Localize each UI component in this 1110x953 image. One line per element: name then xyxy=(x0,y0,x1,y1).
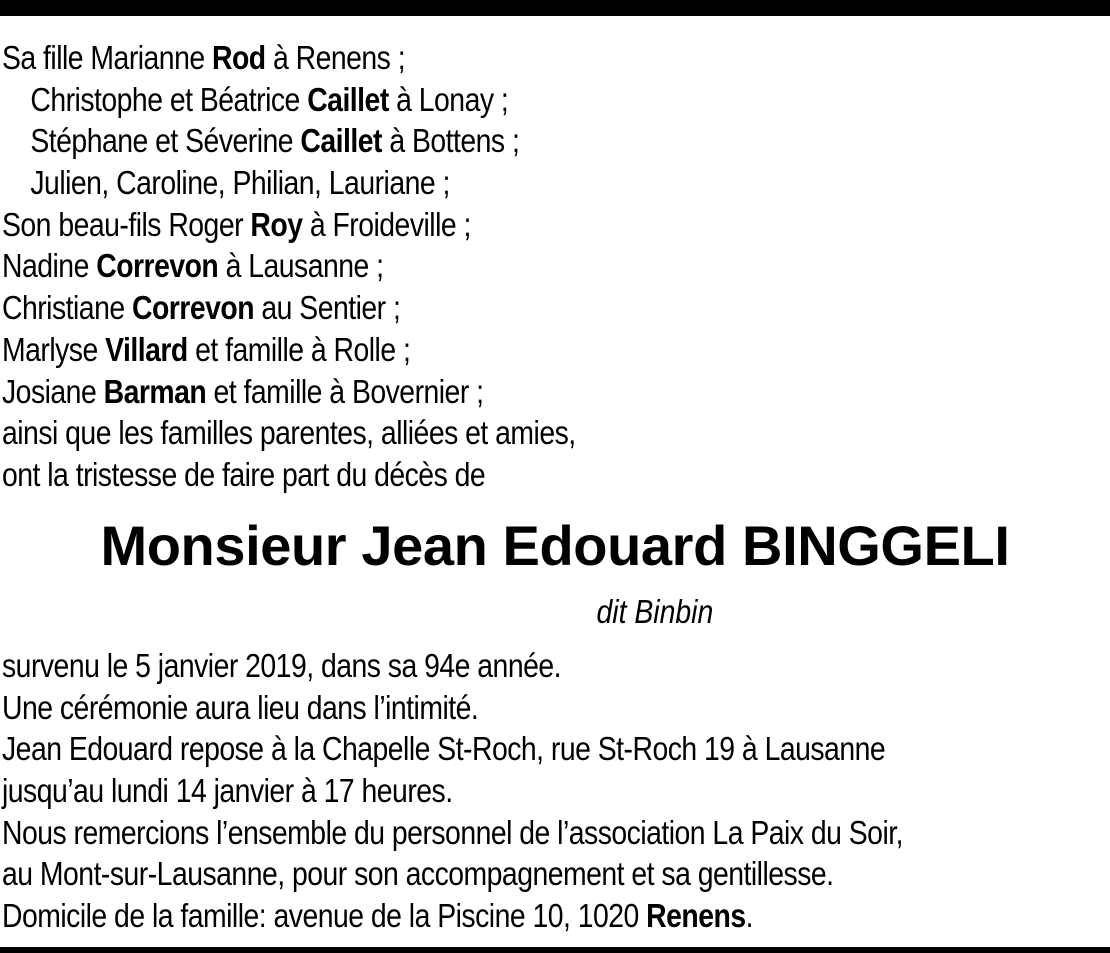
family-line xyxy=(2,287,955,329)
family-line-text-after: à Froideville ; xyxy=(302,205,471,243)
family-line-surname: Roy xyxy=(250,205,303,243)
nickname xyxy=(0,590,1110,634)
family-line-text-after: au Sentier ; xyxy=(254,289,401,327)
family-line-surname: Rod xyxy=(211,39,266,76)
family-line-text: Nadine xyxy=(2,247,97,285)
family-line-text: Josiane xyxy=(2,372,104,410)
family-line-text: Christiane xyxy=(2,289,132,327)
family-line-surname: Villard xyxy=(105,330,188,368)
detail-line xyxy=(2,812,955,854)
detail-line xyxy=(2,687,955,729)
family-line-text: Stéphane et Séverine xyxy=(30,122,301,160)
detail-line xyxy=(2,895,955,937)
family-line-text-after: à Renens ; xyxy=(265,39,406,76)
family-line-surname: Correvon xyxy=(131,289,255,327)
family-line xyxy=(2,37,955,79)
family-line-text: Julien, Caroline, Philian, Lauriane ; xyxy=(30,164,450,202)
nickname-text: dit Binbin xyxy=(596,593,714,630)
family-line xyxy=(2,412,955,454)
family-line-surname: Correvon xyxy=(96,247,219,285)
family-line xyxy=(2,204,955,246)
family-line-text-after: à Bottens ; xyxy=(381,122,520,160)
detail-line xyxy=(2,728,955,770)
top-rule xyxy=(0,0,1110,16)
family-line-text-after: et famille à Rolle ; xyxy=(187,330,411,368)
detail-line-text-after: . xyxy=(745,897,753,935)
detail-line-text: au Mont-sur-Lausanne, pour son accompagnement et sa gentillesse. xyxy=(2,855,834,893)
family-line-text-after: et famille à Bovernier ; xyxy=(206,372,484,410)
family-line xyxy=(2,162,955,204)
family-list xyxy=(2,37,1110,496)
bottom-rule xyxy=(0,947,1110,953)
family-line xyxy=(2,79,955,121)
detail-line-surname: Renens xyxy=(646,897,746,935)
family-line-text: Son beau-fils Roger xyxy=(2,205,251,243)
family-line xyxy=(2,329,955,371)
detail-line-text: Jean Edouard repose à la Chapelle St-Roch, rue St-Roch 19 à Lausanne xyxy=(2,730,886,768)
detail-line xyxy=(2,645,955,687)
family-line-text: Sa fille Marianne xyxy=(2,39,212,76)
notice-details xyxy=(2,645,1110,937)
family-line-text: Marlyse xyxy=(2,330,106,368)
detail-line-text: survenu le 5 janvier 2019, dans sa 94e année. xyxy=(2,647,561,684)
family-line xyxy=(2,371,955,413)
family-line xyxy=(2,454,955,496)
family-line-surname: Caillet xyxy=(307,80,389,118)
family-line-text: Christophe et Béatrice xyxy=(30,80,308,118)
detail-line-text: Nous remercions l’ensemble du personnel de l’association La Paix du Soir, xyxy=(2,813,903,851)
family-line-text-after: à Lausanne ; xyxy=(218,247,384,285)
family-line-text: ainsi que les familles parentes, alliées et amies, xyxy=(2,414,576,452)
detail-line xyxy=(2,770,955,812)
family-line-surname: Barman xyxy=(103,372,207,410)
detail-line-text: Une cérémonie aura lieu dans l’intimité. xyxy=(2,688,479,726)
family-line-surname: Caillet xyxy=(300,122,382,160)
family-line xyxy=(2,120,955,162)
family-line-text-after: à Lonay ; xyxy=(388,80,509,118)
detail-line-text: jusqu’au lundi 14 janvier à 17 heures. xyxy=(2,772,453,810)
detail-line xyxy=(2,853,955,895)
family-line xyxy=(2,245,955,287)
family-line-text: ont la tristesse de faire part du décès de xyxy=(2,455,486,493)
deceased-name: Monsieur Jean Edouard BINGGELI xyxy=(100,514,1010,577)
detail-line-text: Domicile de la famille: avenue de la Piscine 10, 1020 xyxy=(2,897,647,935)
